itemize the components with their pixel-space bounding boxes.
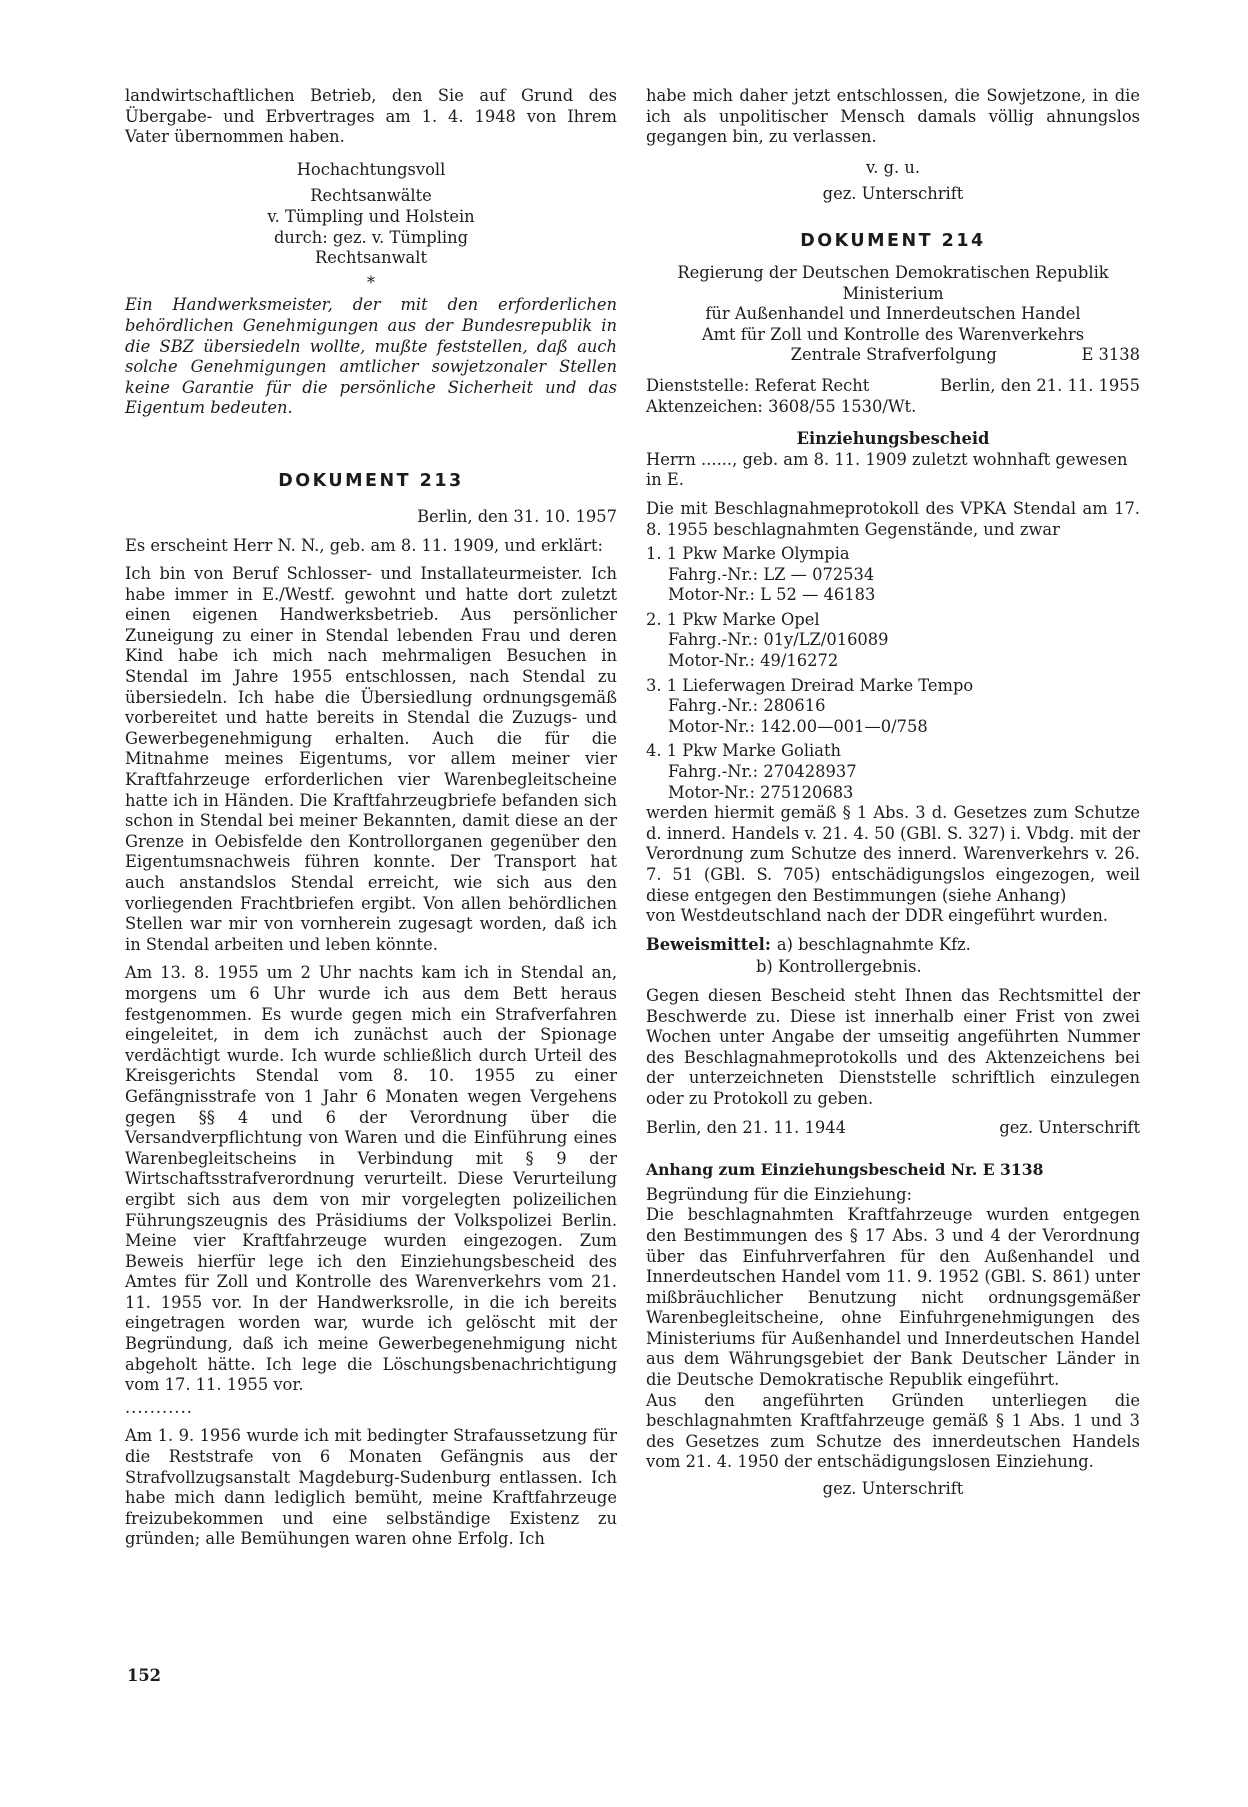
document-213-paragraph: Am 13. 8. 1955 um 2 Uhr nachts kam ich in Stendal an, morgens um 6 Uhr wurde ich aus dem Bett heraus festgenommen. Es wurde gegen mich ein Strafverfahren eingeleitet, in dem ich zunächst auch der Spionage verdächtigt wurde. Ich wurde schließlich durch Urteil des Kreisgerichts Stendal vom 8. 10. 1955 zu einer Gefängnisstrafe von 1 Jahr 6 Monaten wegen Vergehens gegen §§ 4 und 6 der Verordnung über die Versandverpflichtung von Waren und die Einführung eines Warenbegleitscheins in Verbindung mit § 9 der Wirtschaftsstrafverordnung verurteilt. Diese Verurteilung ergibt sich aus dem von mir vorgelegten polizeilichen Führungszeugnis des Präsidiums der Volkspolizei Berlin. Meine vier Kraftfahrzeuge wurden eingezogen. Zum Beweis hierfür lege ich den Einziehungsbescheid des Amtes für Zoll und Kontrolle des Warenverkehrs vom 21. 11. 1955 vor. In der Handwerksrolle, in die ich bereits eingetragen worden war, wurde ich gelöscht mit der Begründung, daß ich meine Gewerbegenehmigung nicht abgeholt hätte. Ich lege die Löschungsbenachrichtigung vom 17. 11. 1955 vor. [125,963,617,1395]
ruling-last-line: von Westdeutschland nach der DDR eingeführt wurden. [646,906,1108,926]
authority-line: Ministerium [842,283,944,303]
document-213-paragraph: Es erscheint Herr N. N., geb. am 8. 11. 1909, und erklärt: [125,535,603,555]
office-label: Dienststelle: Referat Recht [646,375,870,395]
document-214-date: Berlin, den 21. 11. 1955 [940,375,1140,395]
engine-number: Motor-Nr.: L 52 — 46183 [668,585,876,605]
page-number: 152 [127,1666,161,1685]
introduction-text: Ein Handwerksmeister, der mit den erforderlichen behördlichen Genehmigungen aus der Bundesrepublik in die SBZ übersiedeln wollte, mußte feststellen, daß auch solche Genehmigungen amtlicher sowjetzonaler Stellen keine Garantie für die persönliche Sicherheit und das Eigentum bedeuten. [125,295,617,418]
ruling-text: werden hiermit gemäß § 1 Abs. 3 d. Gesetzes zum Schutze d. innerd. Handels v. 21. 4. 50 (GBl. S. 327) i. Vbdg. mit der Verordnung zum Schutze des innerd. Warenverkehrs v. 26. 7. 51 (GBl. S. 705) entschädigungslos eingezogen, weil diese entgegen den Bestimmungen (siehe Anhang) [646,803,1140,905]
issuing-authority [646,263,1140,366]
vehicle-title: 4. 1 Pkw Marke Goliath [646,741,841,761]
engine-number: Motor-Nr.: 49/16272 [668,651,839,671]
vehicle-title: 3. 1 Lieferwagen Dreirad Marke Tempo [646,675,974,695]
authority-line: für Außenhandel und Innerdeutschen Handel [705,304,1081,324]
vehicle-title: 2. 1 Pkw Marke Opel [646,609,820,629]
notice-title: Einziehungsbescheid [796,429,990,449]
vehicle-item [646,741,1140,803]
document-213-heading: DOKUMENT 213 [278,470,464,491]
annex-title: Anhang zum Einziehungsbescheid Nr. E 3138 [646,1160,1044,1180]
vehicle-item [646,676,1140,738]
authority-line: Regierung der Deutschen Demokratischen Republik [677,262,1109,282]
engine-number: Motor-Nr.: 142.00—001—0/758 [668,716,928,736]
seizure-intro: Die mit Beschlagnahmeprotokoll des VPKA Stendal am 17. 8. 1955 beschlagnahmten Gegenstände, und zwar [646,498,1140,539]
chassis-number: Fahrg.-Nr.: 280616 [668,696,826,716]
document-214-heading: DOKUMENT 214 [800,230,986,251]
section-separator: * [366,272,376,292]
signature-line: Rechtsanwälte [310,186,432,206]
reference-code: E 3138 [1081,345,1140,365]
engine-number: Motor-Nr.: 275120683 [668,782,854,802]
chassis-number: Fahrg.-Nr.: 270428937 [668,762,857,782]
annex-paragraph: Aus den angeführten Gründen unterliegen die beschlagnahmten Kraftfahrzeuge gemäß § 1 Abs. 1 und 3 des Gesetzes zum Schutze des innerdeutschen Handels vom 21. 4. 1950 der entschädigungslosen Einziehung. [646,1390,1140,1472]
addressee: Herrn ......, geb. am 8. 11. 1909 zuletzt wohnhaft gewesen in E. [646,449,1128,490]
omission-marker: ........... [125,1397,193,1417]
evidence-item: a) beschlagnahmte Kfz. [776,934,971,954]
authority-last-row [646,345,1140,366]
lawyer-signature [125,186,617,268]
signature-gez: gez. Unterschrift [822,184,964,204]
left-column [125,86,617,1550]
file-reference: Aktenzeichen: 3608/55 1530/Wt. [646,396,917,416]
vehicle-list [646,544,1140,803]
signature-vgu: v. g. u. [865,157,921,177]
authority-line: Amt für Zoll und Kontrolle des Warenverkehrs [701,324,1085,344]
signature-line: durch: gez. v. Tümpling [273,227,469,247]
document-213-paragraph: Ich bin von Beruf Schlosser- und Installateurmeister. Ich habe immer in E./Westf. gewohnt und hatte dort zuletzt einen eigenen Handwerksbetrieb. Aus persönlicher Zuneigung zu einer in Stendal lebenden Frau und deren Kind habe ich mich nach mehrmaligen Besuchen in Stendal im Jahre 1955 entschlossen, nach Stendal zu übersiedeln. Ich habe die Übersiedlung ordnungsgemäß vorbereitet und hatte bereits in Stendal die Zuzugs- und Gewerbegenehmigung erhalten. Auch die für die Mitnahme meines Eigentums, vor allem meiner vier Kraftfahrzeuge erforderlichen vier Warenbegleitscheine hatte ich in Händen. Die Kraftfahrzeugbriefe befanden sich schon in Stendal bei meiner Bekannten, damit diese an der Grenze in Oebisfelde den Kontrollorganen gegenüber den Eigentumsnachweis führen konnte. Der Transport hat auch anstandslos Stendal erreicht, wie sich aus den vorliegenden Frachtbriefen ergibt. Von allen behördlichen Stellen war mir von vornherein zugesagt worden, daß ich in Stendal arbeiten und leben könnte. [125,564,617,954]
chassis-number: Fahrg.-Nr.: 01y/LZ/016089 [668,630,889,650]
evidence-block [646,935,1140,956]
signature-line: v. Tümpling und Holstein [267,206,475,226]
vehicle-item [646,544,1140,606]
document-213-final-paragraph: Am 1. 9. 1956 wurde ich mit bedingter Strafaussetzung für die Reststrafe von 6 Monaten Gefängnis aus der Strafvollzugsanstalt Magdeburg-Sudenburg entlassen. Ich habe mich dann lediglich bemüht, meine Kraftfahrzeuge freizubekommen und eine selbständige Existenz zu gründen; alle Bemühungen waren ohne Erfolg. Ich [125,1426,617,1549]
closing-row [646,1118,1140,1139]
annex-signature: gez. Unterschrift [822,1479,964,1499]
continued-paragraph: landwirtschaftlichen Betrieb, den Sie auf Grund des Übergabe- und Erbvertrages am 1. 4. 1948 von Ihrem Vater übernommen haben. [125,86,617,147]
evidence-item: b) Kontrollergebnis. [756,957,922,977]
closing-signature: gez. Unterschrift [999,1117,1140,1137]
office-date-row [646,376,1140,397]
right-column [646,86,1140,1500]
evidence-label: Beweismittel: [646,934,771,954]
continued-paragraph: habe mich daher jetzt entschlossen, die Sowjetzone, in die ich als unpolitischer Mensch damals völlig ahnungslos gegangen bin, zu verlassen. [646,86,1140,147]
annex-subtitle: Begründung für die Einziehung: [646,1184,913,1204]
authority-line: Zentrale Strafverfolgung [790,345,997,365]
appeal-notice: Gegen diesen Bescheid steht Ihnen das Rechtsmittel der Beschwerde zu. Diese ist innerhalb einer Frist von zwei Wochen unter Angabe der umseitig angeführten Nummer des Beschlagnahmeprotokolls und des Aktenzeichens bei der unterzeichneten Dienststelle schriftlich einzulegen oder zu Protokoll zu geben. [646,985,1140,1108]
annex-paragraph: Die beschlagnahmten Kraftfahrzeuge wurden entgegen den Bestimmungen des § 17 Abs. 3 und 4 der Verordnung über das Einfuhrverfahren für den Außenhandel und Innerdeutschen Handel vom 11. 9. 1952 (GBl. S. 861) unter mißbräuchlicher Benutzung nicht ordnungsgemäßer Warenbegleitscheine, ohne Einfuhrgenehmigungen des Ministeriums für Außenhandel und Innerdeutschen Handel aus dem Währungsgebiet der Bank Deutscher Länder in die Deutsche Demokratische Republik eingeführt. [646,1205,1140,1390]
closing-salutation: Hochachtungsvoll [296,159,446,179]
chassis-number: Fahrg.-Nr.: LZ — 072534 [668,564,875,584]
document-213-date: Berlin, den 31. 10. 1957 [417,506,617,526]
vehicle-item [646,610,1140,672]
signature-line: Rechtsanwalt [315,248,427,268]
vehicle-title: 1. 1 Pkw Marke Olympia [646,544,850,564]
closing-date: Berlin, den 21. 11. 1944 [646,1117,846,1137]
